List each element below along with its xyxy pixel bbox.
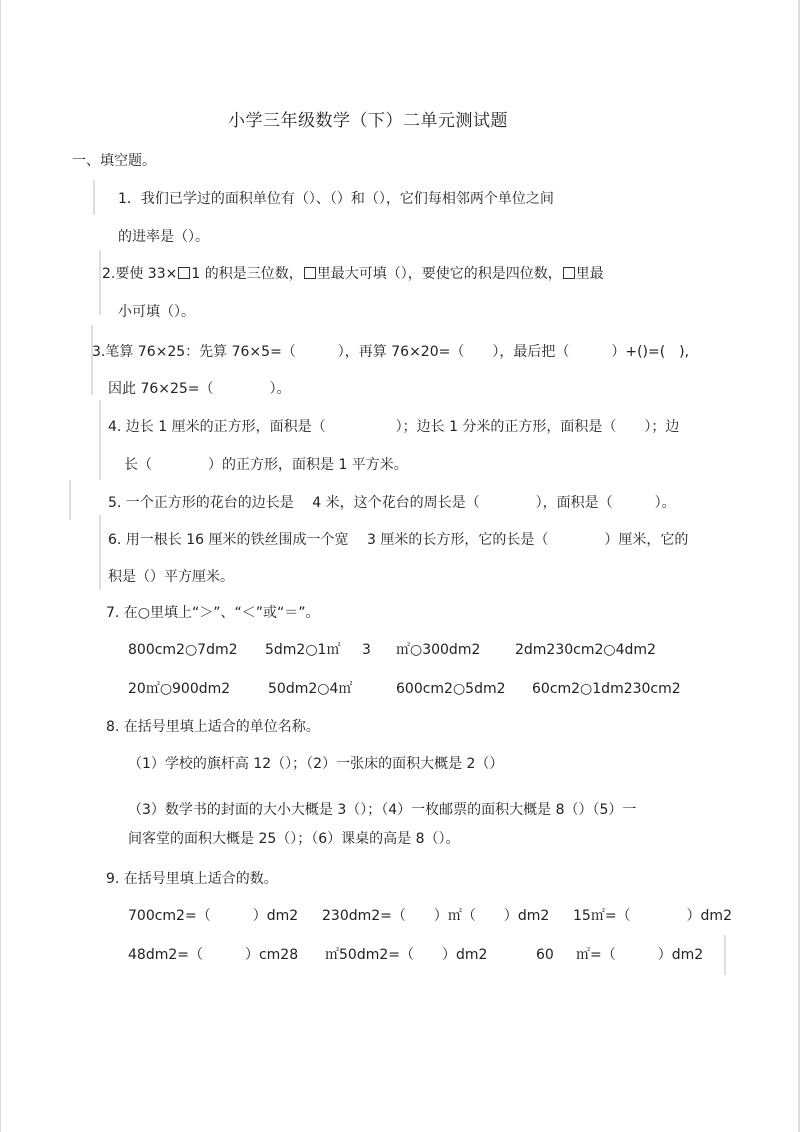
q7-item: 3 (362, 642, 371, 658)
q7-item: 5dm2○1㎡ (265, 642, 341, 658)
question-8-line-3: 间客堂的面积大概是 25（）；（6）课桌的高是 8（）。 (128, 831, 460, 847)
q7-item: 60cm2○1dm230cm2 (532, 681, 681, 697)
question-4-line-1: 4. 边长 1 厘米的正方形，面积是（ ）；边长 1 分米的正方形，面积是（ ）；边 (108, 419, 680, 435)
question-6-line-1: 6. 用一根长 16 厘米的铁丝围成一个宽 3 厘米的长方形，它的长是（ ）厘米，它的 (108, 532, 689, 548)
q2-part-d: 里最 (575, 266, 604, 282)
question-4-line-2: 长（ ）的正方形，面积是 1 平方米。 (124, 457, 408, 473)
q7-item: ㎡○300dm2 (396, 642, 481, 658)
q9-item: 60 (536, 947, 554, 963)
question-9-heading: 9. 在括号里填上适合的数。 (106, 871, 278, 887)
question-2-line-2: 小可填（）。 (118, 304, 195, 320)
q9-item: 230dm2=（ ）㎡（ ）dm2 (322, 908, 550, 924)
q9-item: 48dm2=（ ）cm28 (128, 947, 299, 963)
question-7-heading: 7. 在○里填上“＞”、“＜”或“＝”。 (106, 605, 320, 621)
blank-box-icon (304, 267, 316, 279)
blank-box-icon (178, 267, 190, 279)
question-8-line-1: （1）学校的旗杆高 12（）；（2）一张床的面积大概是 2（） (128, 756, 504, 772)
question-8-heading: 8. 在括号里填上适合的单位名称。 (106, 719, 320, 735)
question-6-line-2: 积是（）平方厘米。 (108, 569, 234, 585)
q9-item: 15㎡=（ ）dm2 (573, 908, 732, 924)
question-3-line-1: 3.笔算 76×25：先算 76×5=（ ），再算 76×20=（ ），最后把（ ）+()=( ), (92, 344, 690, 360)
q2-part-c: 里最大可填（），要使它的积是四位数， (316, 266, 562, 282)
q9-item: ㎡50dm2=（ ）dm2 (325, 947, 488, 963)
question-2-line-1 (102, 265, 604, 283)
q2-part-b: 1 的积是三位数， (191, 266, 303, 282)
q9-item: ㎡=（ ）dm2 (576, 947, 704, 963)
q2-part-a: 2.要使 33× (102, 266, 178, 282)
q7-item: 50dm2○4㎡ (268, 681, 353, 697)
blank-box-icon (563, 267, 575, 279)
question-1-line-1: 1．我们已学过的面积单位有（）、（）和（），它们每相邻两个单位之间 (118, 191, 554, 207)
question-1-line-2: 的进率是（）。 (118, 229, 209, 245)
question-3-line-2: 因此 76×25=（ ）。 (108, 381, 291, 397)
question-8-line-2: （3）数学书的封面的大小大概是 3（）；（4）一枚邮票的面积大概是 8（）（5）一 (128, 802, 637, 818)
q7-item: 2dm230cm2○4dm2 (515, 642, 656, 658)
q7-item: 600cm2○5dm2 (396, 681, 506, 697)
q7-item: 20㎡○900dm2 (128, 681, 231, 697)
q9-item: 700cm2=（ ）dm2 (128, 908, 299, 924)
q7-item: 800cm2○7dm2 (128, 642, 238, 658)
question-5-line-1: 5. 一个正方形的花台的边长是 4 米，这个花台的周长是（ ），面积是（ ）。 (108, 495, 676, 511)
page-title: 小学三年级数学（下）二单元测试题 (228, 111, 508, 131)
section-heading: 一、填空题。 (72, 153, 156, 169)
